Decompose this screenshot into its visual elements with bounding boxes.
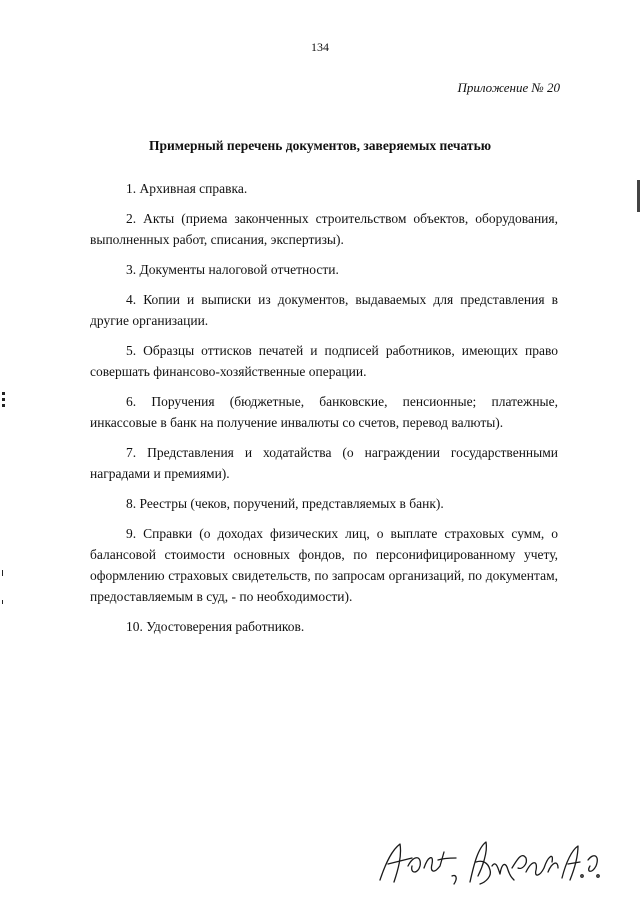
list-item: 8. Реестры (чеков, поручений, представляемых в банк). <box>126 496 444 511</box>
scan-mark <box>2 398 5 401</box>
appendix-label: Приложение № 20 <box>457 80 560 95</box>
list-item: 7. Представления и ходатайства (о награждении государственными наградами и премиями). <box>90 445 558 481</box>
list-item: 3. Документы налоговой отчетности. <box>126 262 339 277</box>
list-item: 4. Копии и выписки из документов, выдаваемых для представления в другие организации. <box>90 292 558 328</box>
scan-edge-marks <box>0 0 12 905</box>
list-item: 2. Акты (приема законченных строительством объектов, оборудования, выполненных работ, списания, экспертизы). <box>90 211 558 247</box>
list-item: 1. Архивная справка. <box>126 181 248 196</box>
handwritten-signature <box>372 832 602 892</box>
document-title: Примерный перечень документов, заверяемых печатью <box>148 138 492 153</box>
list-item: 9. Справки (о доходах физических лиц, о выплате страховых сумм, о балансовой стоимости основных фондов, по персонифицированному учету, оформлению страховых свидетельств, по запросам организаций, по документам, предоставляемым в суд, - по необходимости). <box>90 526 558 604</box>
scan-mark <box>2 404 5 407</box>
scan-mark <box>2 570 3 576</box>
scan-mark <box>2 392 5 395</box>
scan-mark <box>2 600 3 604</box>
page-number: 134 <box>311 40 329 54</box>
list-item: 5. Образцы оттисков печатей и подписей работников, имеющих право совершать финансово-хозяйственные операции. <box>90 343 558 379</box>
list-item: 6. Поручения (бюджетные, банковские, пенсионные; платежные, инкассовые в банк на получение инвалюты со счетов, перевод валюты). <box>90 394 558 430</box>
list-item: 10. Удостоверения работников. <box>126 619 305 634</box>
document-list <box>90 178 558 646</box>
